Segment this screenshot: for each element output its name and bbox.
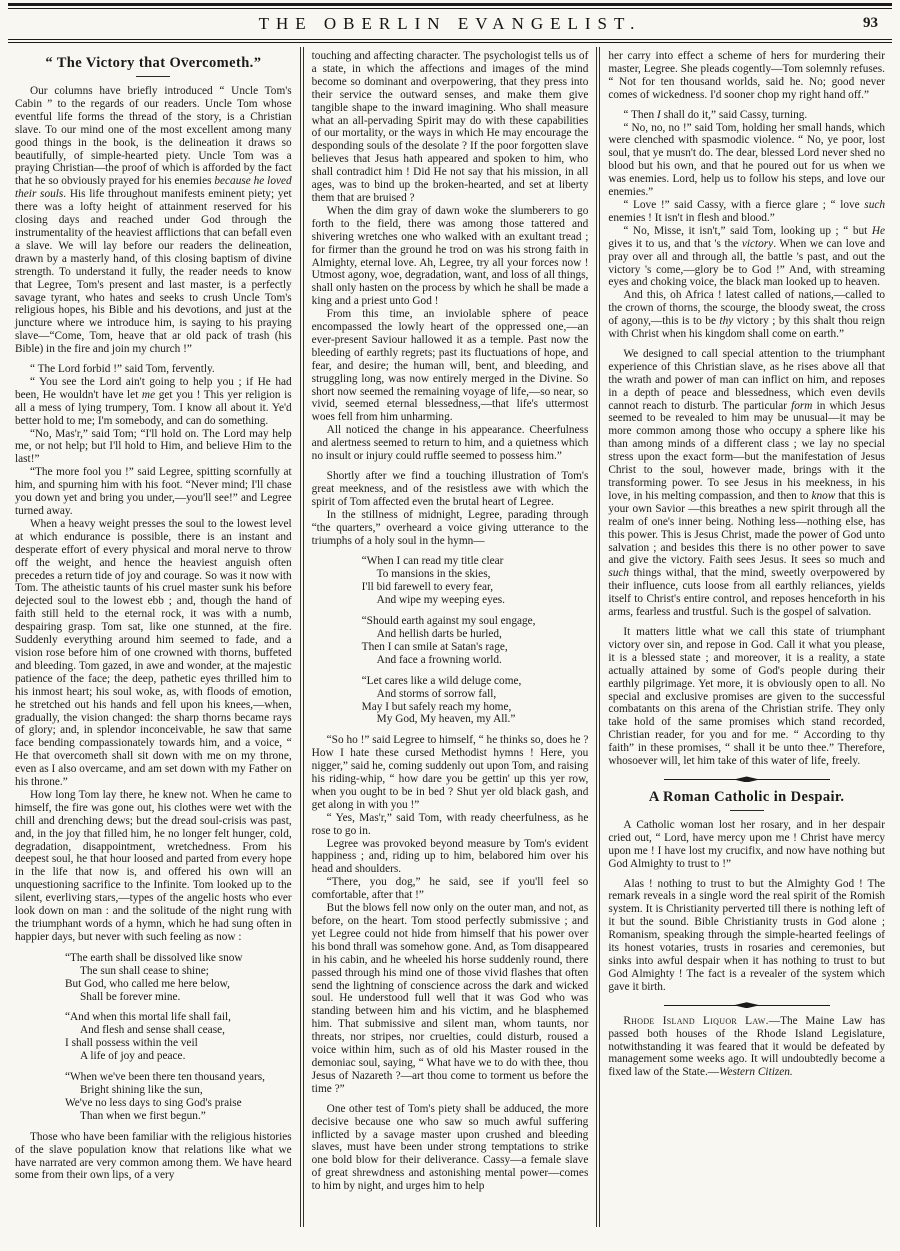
title-divider xyxy=(136,76,170,77)
masthead-title: THE OBERLIN EVANGELIST. xyxy=(258,14,642,33)
hymn-line: Than when we first begun.” xyxy=(80,1109,206,1122)
paragraph: A Catholic woman lost her rosary, and in her despair cried out, “ Lord, have mercy upon me ! Christ have mercy upon me ! I have lost my crucifix, and now have nothing but God Almighty to trust to !” xyxy=(608,818,886,870)
hymn-line: A life of joy and peace. xyxy=(80,1050,186,1063)
hymn-line: I'll bid farewell to every fear, xyxy=(361,581,494,594)
masthead-double-rule xyxy=(8,39,892,43)
column-divider xyxy=(596,47,600,1227)
hymn-line: “And when this mortal life shall fail, xyxy=(65,1011,231,1024)
paragraph: It matters little what we call this state of triumphant victory over sin, and repose in God. Call it what you please, it is a blessed state ; and moreover, it is a reality, a state actually attained by some of God's people during their earthly pilgrimage. Yet more, it is obviously open to all. No special and exclusive promises are given to the successful combatants on this arena of the Christian strife. They only take hold of the same promises which stand recorded, Christian reader, for you and for me. “ According to thy faith” in these promises, “ shall it be unto thee.” Therefore, whosoever will, let him take of this water of life, freely. xyxy=(608,625,886,768)
paragraph: “There, you dog,” he said, see if you'll feel so comfortable, after that !” xyxy=(311,876,589,902)
article-title: “ The Victory that Overcometh.” xyxy=(45,55,262,71)
hymn-stanza xyxy=(362,675,589,727)
paragraph: Those who have been familiar with the religious histories of the slave population know that relations like what we have narrated are very common among them. We have heard some from their own lips, of a very xyxy=(15,1130,292,1182)
paragraph: Our columns have briefly introduced “ Uncle Tom's Cabin ” to the regards of our readers. Uncle Tom whose eventful life forms the thread of the story, is a Christian slave. To our mind one of the most excellent among many good things in the book, is the delineation it draws so beautifully, of simple-hearted piety. Uncle Tom was a praying Christian—the proof of which is afforded by the fact that he so obviously prayed for his enemies because he loved their souls. His life throughout manifests eminent piety; yet there was a lofty height of attainment reserved for his closing days and reached under God through the instrumentality of the heaviest afflictions that can befall even a slave. We will lay before our readers the delineation, drawn by a masterly hand, of this closing baptism of divine strength. To understand it fully, the reader needs to know that Legree, Tom's present and last master, is a perfectly savage tyrant, who hates and seeks to crush Uncle Tom's religious hopes, his Bible and his devotions, and just at the juncture where we introduce him, is saying to his praying slave—“Come, Tom, heave that ar old pack of trash (his Bible) in the fire and join my church !” xyxy=(15,85,292,356)
hymn-line: My God, My heaven, my All.” xyxy=(376,713,516,726)
paragraph: We designed to call special attention to the triumphant experience of this Christian slave, as he rises above all that the wrath and power of man can inflict on him, and reposes in a depth of peace and blessedness, which even devils cannot reach to disturb. The particular form in which Jesus seemed to be revealed to him may be unusual—it may be more common among those who occupy a sphere like his than among minds of a different class ; we lay no special stress upon the exact form—but the manifestation of Jesus Christ to the soul, however made, brings with it the transforming power. To see Jesus in his meekness, in his love, in his melting compassion, and then to know that this is your own Savior —this breathes a new spirit through all the realm of one's inner being. Nothing less—nothing else, has this power. This is Jesus Christ, made the power of God unto salvation ; and besides this there is no other power to save and give the victory. Faith sees Jesus. It sees so much and such things withal, that the mind, sweetly overpowered by their influence, cuts loose from all earthly reliances, yields itself to Christ's entire control, and reposes henceforth in his arms, fearless and trustful. Such is the gospel of salvation. xyxy=(608,347,886,619)
hymn-line: Bright shining like the sun, xyxy=(80,1083,203,1096)
hymn-line: Shall be forever mine. xyxy=(80,990,181,1003)
paragraph: “ No, Misse, it isn't,” said Tom, looking up ; “ but He gives it to us, and that 's the victory. When we can love and pray over all and through all, the battle 's past, and out the victory 's come,—glory be to God !” And, with streaming eyes and choking voice, the black man looked up to heaven. xyxy=(608,224,886,289)
paragraph: Legree was provoked beyond measure by Tom's evident happiness ; and, riding up to him, belabored him over his head and shoulders. xyxy=(311,837,589,876)
paragraph: her carry into effect a scheme of hers for murdering their master, Legree. She pleads cogently—Tom solemnly refuses. “ Not for ten thousand worlds, said he. No; good never comes of wickedness. I'd sooner chop my right hand off.” xyxy=(608,50,886,101)
hymn-stanza xyxy=(362,615,589,667)
hymn-line: But God, who called me here below, xyxy=(65,977,230,990)
hymn-line: May I but safely reach my home, xyxy=(361,700,512,713)
hymn-line: I shall possess within the veil xyxy=(65,1037,198,1050)
paragraph: “So ho !” said Legree to himself, “ he thinks so, does he ? How I hate these cursed Methodist hymns ! Here, you nigger,” said he, coming suddenly out upon Tom, and raising his riding-whip, “ how dare you be gettin' up this yer row, when you ought to be in bed ? Shut yer old black gash, and get along in with you !” xyxy=(311,734,589,811)
hymn-stanza xyxy=(65,1011,292,1063)
column-2 xyxy=(305,47,596,1227)
hymn-stanza xyxy=(362,555,589,607)
paragraph: “ You see the Lord ain't going to help you ; if He had been, He wouldn't have let me get you ! This yer religion is all a mess of lying trumpery, Tom. I know all about it. Ye'd better hold to me; I'm somebody, and can do something. xyxy=(15,375,292,427)
paragraph: In the stillness of midnight, Legree, parading through “the quarters,” overheard a voice giving utterance to the triumphs of a holy soul in the hymn— xyxy=(311,508,589,547)
hymn-line: And hellish darts be hurled, xyxy=(376,627,502,640)
hymn-line: And wipe my weeping eyes. xyxy=(376,594,505,607)
paragraph: Alas ! nothing to trust to but the Almighty God ! The remark reveals in a single word the real spirit of the Romish system. It is Christianity perverted till there is nothing left of it but the sound. Bible Christianity trusts in God alone ; Romanism, speaking through the simple-hearted feelings of its honest votaries, trusts in rosaries and ceremonies, but sinks into awful despair when it has nothing to trust to but God Almighty ! The fact is a revealer of the system which gave it birth. xyxy=(608,877,886,993)
paragraph: How long Tom lay there, he knew not. When he came to himself, the fire was gone out, his clothes were wet with the chill and drenching dews; but the dread soul-crisis was past, and, in the joy that filled him, he no longer felt hunger, cold, degradation, disappointment, wretchedness. From his deepest soul, he that hour loosed and parted from every hope in the life that now is, and offered his own will an unquestioning sacrifice to the Infinite. Tom looked up to the silent, everliving stars,—types of the angelic hosts who ever look down on man : and the solitude of the night rung with the triumphant words of a hymn, which he had sung often in happier days, but never with such feeling as now : xyxy=(15,788,292,943)
masthead xyxy=(0,9,900,36)
paragraph: touching and affecting character. The psychologist tells us of a state, in which the affections and images of the mind become so dominant and overpowering, that they press into their service the outward senses, and make them give tangible shape to the inward imagining. Who shall measure what an all-pervading Spirit may do with these capabilities of our mortality, or the ways in which He may encourage the desponding souls of the desolate ? If the poor forgotten slave believes that Jesus hath appeared and spoken to him, who shall contradict him ! Did He not say that his mission, in all ages, was to bind up the broken-hearted, and set at liberty them that are bruised ? xyxy=(311,50,589,204)
paragraph: When a heavy weight presses the soul to the lowest level at which endurance is possible, there is an instant and desperate effort of every physical and moral nerve to throw off the weight, and hence the heaviest anguish often precedes a return tide of joy and courage. So was it now with Tom. The atheistic taunts of his cruel master sunk his before dejected soul to the lowest ebb ; and, though the hand of faith still held to the eternal rock, it was with a numb, despairing grasp. Tom sat, like one stunned, at the fire. Suddenly everything around him seemed to fade, and a vision rose before him of one crowned with thorns, buffeted and bleeding. Tom gazed, in awe and wonder, at the majestic patience of the face; the deep, pathetic eyes thrilled him to his inmost heart; his soul woke, as, with floods of emotion, he stretched out his hands and fell upon his knees,—when, gradually, the vision changed: the sharp thorns became rays of glory; and, in splendor inconceivable, he saw that same face bending compassionately towards him, and a voice, “ He that overcometh shall sit down with me on my throne, even as I also overcame, and am set down with my Father on his throne.” xyxy=(15,517,292,789)
paragraph: And this, oh Africa ! latest called of nations,—called to the crown of thorns, the scourge, the bloody sweat, the cross of agony,—this is to be thy victory ; by this shalt thou reign with Christ when his kingdom shall come on earth.” xyxy=(608,289,886,341)
title-divider xyxy=(730,810,764,811)
paragraph: One other test of Tom's piety shall be adduced, the more decisive because one who saw so much awful suffering inflicted by a savage master upon crushed and bleeding slaves, must have been under strong temptations to strike one bold blow for their deliverance. Cassy—a female slave of great shrewdness and astonishing mental power—comes to him by night, and urges him to help xyxy=(311,1102,589,1193)
hymn-stanza xyxy=(65,1071,292,1123)
hymn-line: And face a frowning world. xyxy=(376,653,502,666)
hymn-stanza xyxy=(65,952,292,1004)
news-item-lead: Rhode Island Liquor Law. xyxy=(623,1014,769,1027)
news-item: Rhode Island Liquor Law.—The Maine Law has passed both houses of the Rhode Island Legislature, notwithstanding it was feared that it would be defeated by management some weeks ago. It will undoubtedly become a fixed law of the State.—Western Citizen. xyxy=(608,1014,886,1079)
paragraph: When the dim gray of dawn woke the slumberers to go forth to the field, there was among those tattered and shivering wretches one who walked with an exultant tread ; for firmer than the ground he trod on was his strong faith in Almighty, eternal love. Ah, Legree, try all your forces now ! Utmost agony, woe, degradation, want, and loss of all things, shall only hasten on the process by which he shall be made a king and a priest unto God ! xyxy=(311,204,589,308)
paragraph: “The more fool you !” said Legree, spitting scornfully at him, and spurning him with his foot. “Never mind; I'll chase you down yet and bring you under,—you'll see!” and Legree turned away. xyxy=(15,466,292,517)
hymn-line: “Should earth against my soul engage, xyxy=(361,615,536,628)
hymn-line: And flesh and sense shall cease, xyxy=(80,1024,225,1037)
section-divider xyxy=(664,1005,830,1006)
column-3 xyxy=(601,47,892,1227)
hymn-line: To mansions in the skies, xyxy=(376,568,491,581)
paragraph: “No, Mas'r,” said Tom; “I'll hold on. The Lord may help me, or not help; but I'll hold to Him, and believe Him to the last!” xyxy=(15,427,292,466)
hymn-line: “Let cares like a wild deluge come, xyxy=(361,674,522,687)
column-1 xyxy=(8,47,299,1227)
paragraph: Shortly after we find a touching illustration of Tom's great meekness, and of the resistless awe with which the spirit of Tom affected even the brutal heart of Legree. xyxy=(311,470,589,508)
column-layout xyxy=(0,45,900,1227)
hymn-line: We've no less days to sing God's praise xyxy=(65,1096,242,1109)
article-title: A Roman Catholic in Despair. xyxy=(648,788,845,805)
hymn-line: “The earth shall be dissolved like snow xyxy=(65,951,243,964)
column-divider xyxy=(300,47,304,1227)
paragraph: From this time, an inviolable sphere of peace encompassed the lowly heart of the oppressed one,—an ever-present Saviour hallowed it as a temple. Past now the bleeding of earthly regrets; past its fluctuations of hope, and fear, and desire; the human will, bent, and bleeding, and struggling long, was now entirely merged in the Divine. So short now seemed the remaining voyage of life,—so near, so vivid, seemed eternal blessedness,—that life's uttermost woes fell from him unharming. xyxy=(311,308,589,424)
paragraph: But the blows fell now only on the outer man, and not, as before, on the heart. Tom stood perfectly submissive ; and yet Legree could not hide from himself that his power over his bond thrall was somehow gone. And, as Tom disappeared in his cabin, and he wheeled his horse suddenly round, there passed through his mind one of those vivid flashes that often send the lightning of conscience across the dark and wicked soul. He understood full well that it was God who was standing between him and his victim, and he blasphemed him. That submissive and silent man, whom taunts, nor threats, nor stripes, nor cruelties, could disturb, roused a voice within him, such as of old his Master roused in the demoniac soul, saying, “ What have we to do with thee, thou Jesus of Nazareth ?—art thou come to torment us before the time ?” xyxy=(311,902,589,1095)
paragraph: “ The Lord forbid !” said Tom, fervently. xyxy=(30,363,215,376)
hymn-line: The sun shall cease to shine; xyxy=(80,964,209,977)
hymn-line: Then I can smile at Satan's rage, xyxy=(361,640,508,653)
paragraph: “ Yes, Mas'r,” said Tom, with ready cheerfulness, as he rose to go in. xyxy=(311,811,589,837)
paragraph: “ Then I shall do it,” said Cassy, turning. xyxy=(623,108,808,121)
hymn-line: And storms of sorrow fall, xyxy=(376,687,497,700)
page-number: 93 xyxy=(863,15,878,31)
paragraph: All noticed the change in his appearance. Cheerfulness and alertness seemed to return to him, and a quietness which no insult or injury could ruffle seemed to possess him.” xyxy=(311,424,589,463)
hymn-line: “When we've been there ten thousand years, xyxy=(65,1071,265,1084)
hymn-line: “When I can read my title clear xyxy=(361,555,504,568)
section-divider xyxy=(664,779,830,780)
paragraph: “ Love !” said Cassy, with a fierce glare ; “ love such enemies ! It isn't in flesh and blood.” xyxy=(608,198,886,224)
paragraph: “ No, no, no !” said Tom, holding her small hands, which were clenched with spasmodic violence. “ No, ye poor, lost soul, that ye musn't do. The dear, blessed Lord never shed no blood but his own, and that he poured out for us when we was enemies. Lord, help us to follow his steps, and love our enemies.” xyxy=(608,121,886,199)
